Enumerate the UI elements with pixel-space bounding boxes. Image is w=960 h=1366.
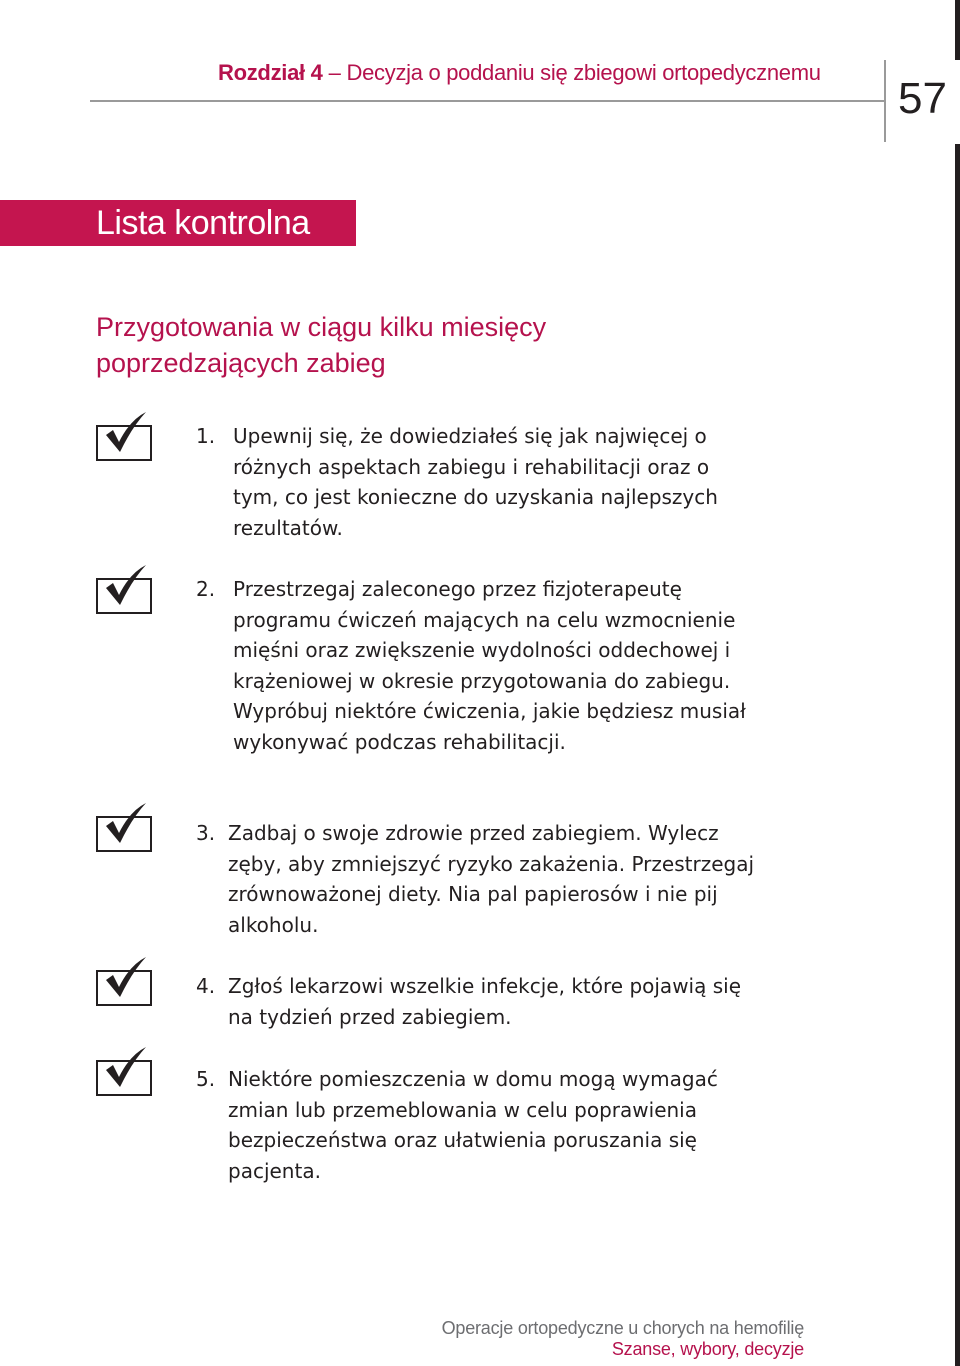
section-title: Lista kontrolna bbox=[96, 204, 310, 242]
checkbox-item-4[interactable] bbox=[96, 970, 152, 1006]
item-text: Niektóre pomieszczenia w domu mogą wymagać zmian lub przemeblowania w celu poprawienia bezpieczeństwa oraz ułatwienia poruszania się pacjenta. bbox=[228, 1067, 718, 1183]
item-number: 5. bbox=[196, 1067, 216, 1091]
checklist-item-3 bbox=[196, 818, 756, 940]
section-banner bbox=[0, 200, 356, 246]
checkmark-icon bbox=[104, 1046, 148, 1088]
chapter-title: Decyzja o poddaniu się zbiegowi ortopedycznemu bbox=[346, 60, 821, 85]
checkmark-icon bbox=[104, 411, 148, 453]
item-text: Zgłoś lekarzowi wszelkie infekcje, które pojawią się na tydzień przed zabiegiem. bbox=[228, 974, 741, 1029]
item-number: 3. bbox=[196, 821, 216, 845]
checklist-item-5 bbox=[196, 1064, 756, 1186]
section-subheading: Przygotowania w ciągu kilku miesięcy poprzedzających zabieg bbox=[96, 312, 547, 378]
checkbox-item-2[interactable] bbox=[96, 578, 152, 614]
checkbox-item-5[interactable] bbox=[96, 1060, 152, 1096]
checkbox-item-1[interactable] bbox=[96, 425, 152, 461]
item-text: Przestrzegaj zaleconego przez fizjoterapeutę programu ćwiczeń mających na celu wzmocnienie mięśni oraz zwiększenie wydolności oddechowej i krążeniowej w okresie przygotowania do zabiegu. Wypróbuj niektóre ćwiczenia, jakie będziesz musiał wykonywać podczas rehabilitacji. bbox=[233, 577, 746, 754]
page-edge-gap bbox=[955, 60, 960, 144]
checklist-item-2 bbox=[196, 574, 756, 757]
checklist-item-1 bbox=[196, 421, 756, 543]
item-number: 2. bbox=[196, 577, 216, 601]
item-text: Zadbaj o swoje zdrowie przed zabiegiem. Wylecz zęby, aby zmniejszyć ryzyko zakażenia. Przestrzegaj zrównoważonej diety. Nia pal papierosów i nie pij alkoholu. bbox=[228, 821, 755, 937]
page-number: 57 bbox=[898, 74, 947, 123]
checkmark-icon bbox=[104, 956, 148, 998]
header-divider bbox=[884, 60, 886, 142]
item-number: 4. bbox=[196, 974, 216, 998]
page-edge-bar bbox=[955, 0, 960, 1366]
running-header bbox=[218, 60, 878, 86]
item-text: Upewnij się, że dowiedziałeś się jak najwięcej o różnych aspektach zabiegu i rehabilitacji oraz o tym, co jest konieczne do uzyskania najlepszych rezultatów. bbox=[233, 424, 718, 540]
checklist-item-4 bbox=[196, 971, 756, 1032]
footer-subtitle: Szanse, wybory, decyzje bbox=[611, 1339, 804, 1359]
header-separator: – bbox=[328, 60, 341, 85]
checkmark-icon bbox=[104, 802, 148, 844]
item-number: 1. bbox=[196, 424, 216, 448]
chapter-label: Rozdział 4 bbox=[218, 60, 323, 85]
checkbox-item-3[interactable] bbox=[96, 816, 152, 852]
header-rule bbox=[90, 100, 886, 102]
checkmark-icon bbox=[104, 564, 148, 606]
footer-title: Operacje ortopedyczne u chorych na hemofilię bbox=[441, 1318, 804, 1338]
